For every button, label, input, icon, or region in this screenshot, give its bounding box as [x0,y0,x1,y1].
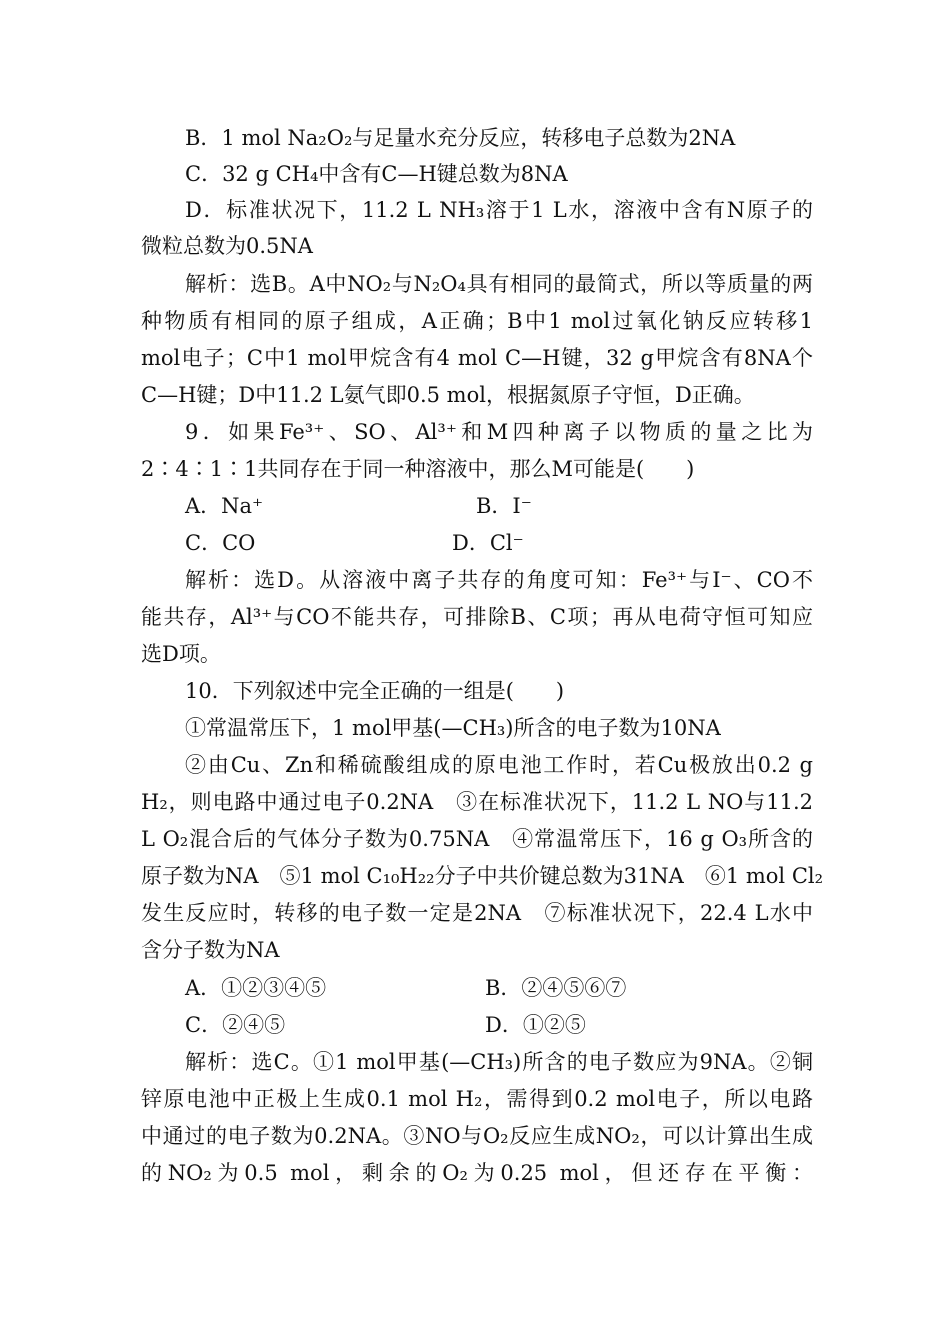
option-d-q8-line2: 微粒总数为0.5NA [141,234,313,258]
analysis-q10-line3: 中通过的电子数为0.2NA。③NO与O₂反应生成NO₂，可以计算出生成 [141,1124,813,1148]
statement-1: ①常温常压下，1 mol甲基(—CH₃)所含的电子数为10NA [185,716,721,740]
statements-line6: 含分子数为NA [141,938,280,962]
analysis-q10-line2: 锌原电池中正极上生成0.1 mol H₂，需得到0.2 mol电子，所以电路 [141,1087,813,1111]
statements-line4: 原子数为NA ⑤1 mol C₁₀H₂₂分子中共价键总数为31NA ⑥1 mol Cl₂ [141,864,824,888]
analysis-q10-line1: 解析：选C。①1 mol甲基(—CH₃)所含的电子数应为9NA。②铜 [185,1050,813,1074]
analysis-q9-line2: 能共存，Al³⁺与CO不能共存，可排除B、C项；再从电荷守恒可知应 [141,605,813,629]
statements-line5: 发生反应时，转移的电子数一定是2NA ⑦标准状况下，22.4 L水中 [141,901,813,925]
option-d-q8-line1: D．标准状况下，11.2 L NH₃溶于1 L水，溶液中含有N原子的 [185,198,813,222]
option-d-q10: D．①②⑤ [485,1013,586,1037]
statements-line1: ②由Cu、Zn和稀硫酸组成的原电池工作时，若Cu极放出0.2 g [185,753,813,777]
analysis-q8-line1: 解析：选B。A中NO₂与N₂O₄具有相同的最简式，所以等质量的两 [185,272,813,296]
analysis-q8-line4: C—H键；D中11.2 L氨气即0.5 mol，根据氮原子守恒，D正确。 [141,383,755,407]
question-9-line2: 2∶4∶1∶1共同存在于同一种溶液中，那么M可能是( ) [141,457,695,481]
question-10-stem: 10．下列叙述中完全正确的一组是( ) [185,679,565,703]
option-c-q9: C．CO [185,531,256,555]
option-b-q9: B．I⁻ [476,494,532,518]
analysis-q8-line2: 种物质有相同的原子组成，A正确；B中1 mol过氧化钠反应转移1 [141,309,813,333]
option-a-q9: A．Na⁺ [185,494,264,518]
option-a-q10: A．①②③④⑤ [185,976,327,1000]
analysis-q8-line3: mol电子；C中1 mol甲烷含有4 mol C—H键，32 g甲烷含有8NA个 [141,346,813,370]
statements-line2: H₂，则电路中通过电子0.2NA ③在标准状况下，11.2 L NO与11.2 [141,790,813,814]
option-b-q10: B．②④⑤⑥⑦ [485,976,627,1000]
question-9-line1: 9．如果Fe³⁺、SO、Al³⁺和M四种离子以物质的量之比为 [185,420,813,444]
option-d-q9: D．Cl⁻ [452,531,524,555]
option-c-q8: C．32 g CH₄中含有C—H键总数为8NA [185,162,568,186]
analysis-q9-line3: 选D项。 [141,642,221,666]
analysis-q10-line4: 的NO₂为0.5 mol，剩余的O₂为0.25 mol，但还存在平衡： [141,1161,813,1185]
option-b-q8: B．1 mol Na₂O₂与足量水充分反应，转移电子总数为2NA [185,126,736,150]
option-c-q10: C．②④⑤ [185,1013,286,1037]
statements-line3: L O₂混合后的气体分子数为0.75NA ④常温常压下，16 g O₃所含的 [141,827,813,851]
analysis-q9-line1: 解析：选D。从溶液中离子共存的角度可知：Fe³⁺与I⁻、CO不 [185,568,813,592]
